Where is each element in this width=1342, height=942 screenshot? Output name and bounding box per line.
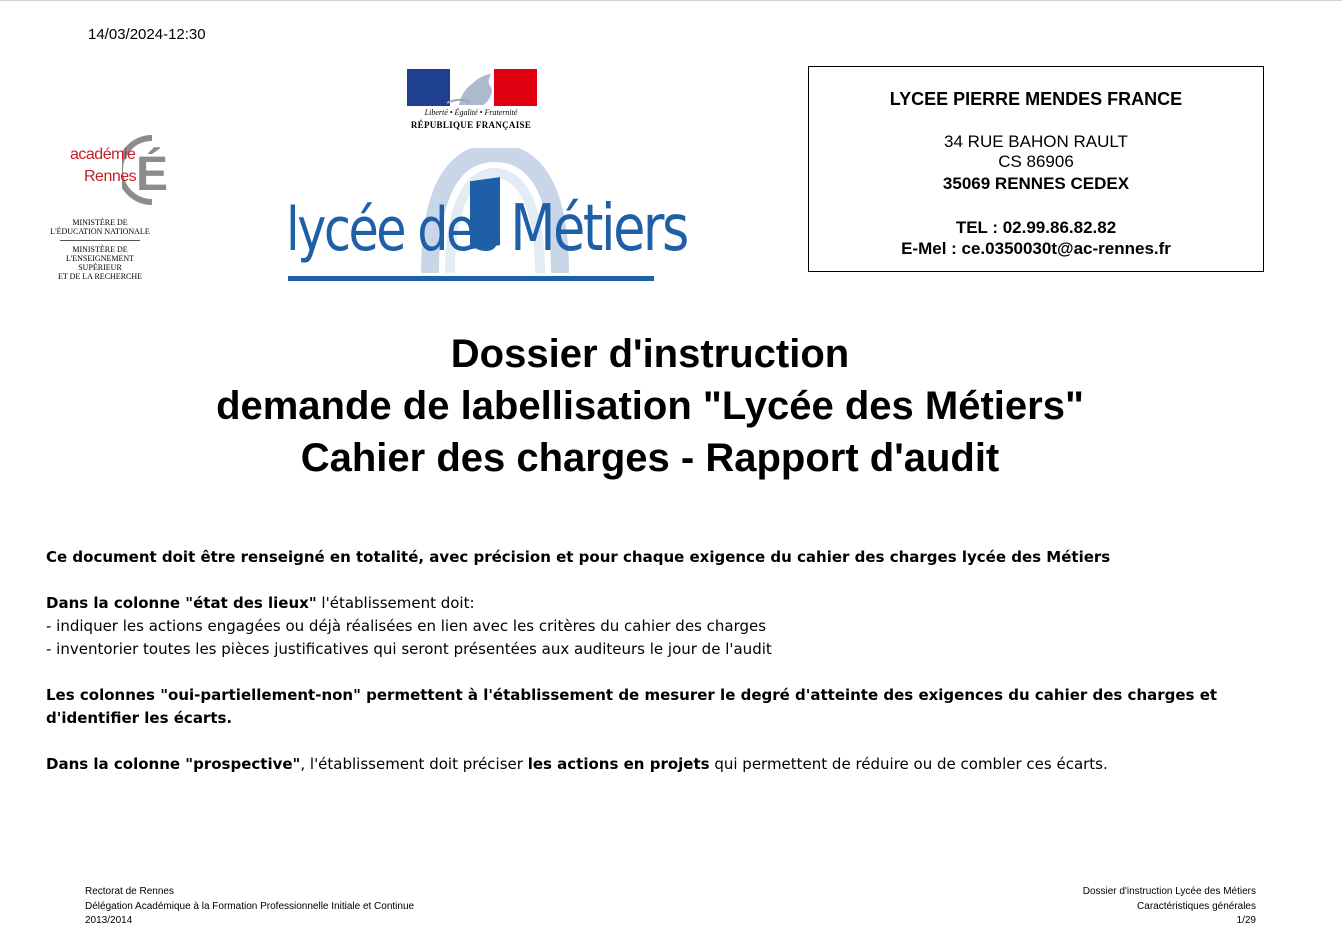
- top-border: [0, 0, 1342, 1]
- instructions: [46, 546, 1276, 776]
- instruction-paragraph-1: Ce document doit être renseigné en totalité, avec précision et pour chaque exigence du cahier des charges lycée des Métiers: [46, 548, 1111, 566]
- instruction-paragraph-3: Les colonnes "oui-partiellement-non" permettent à l'établissement de mesurer le degré d'atteinte des exigences du cahier des charges et d'identifier les écarts.: [46, 686, 1218, 727]
- school-cs: CS 86906: [998, 152, 1074, 171]
- school-email: E-Mel : ce.0350030t@ac-rennes.fr: [901, 239, 1171, 258]
- marianne-flag-icon: [407, 69, 537, 106]
- republique-motto: Liberté • Égalité • Fraternité: [424, 108, 518, 117]
- lycee-metiers-wordmark: lycée des Métiers: [286, 192, 687, 266]
- title-line-3: Cahier des charges - Rapport d'audit: [300, 436, 1000, 480]
- title-line-1: Dossier d'instruction: [450, 332, 850, 376]
- republique-francaise-logo: [405, 69, 537, 133]
- footer-right: Dossier d'instruction Lycée des Métiers Caractéristiques générales 1/29: [1083, 885, 1256, 929]
- ministere-divider: [60, 240, 140, 241]
- academie-word: académie: [70, 146, 136, 163]
- instruction-item: - indiquer les actions engagées ou déjà réalisées en lien avec les critères du cahier des charges: [46, 617, 767, 635]
- footer-left: Rectorat de Rennes Délégation Académique à la Formation Professionnelle Initiale et Continue 2013/2014: [85, 886, 415, 926]
- republique-name: RÉPUBLIQUE FRANÇAISE: [410, 120, 532, 130]
- school-city: 35069 RENNES CEDEX: [942, 174, 1130, 193]
- svg-text:É: É: [136, 148, 169, 201]
- school-phone: TEL : 02.99.86.82.82: [955, 218, 1117, 237]
- school-name: LYCEE PIERRE MENDES FRANCE: [889, 89, 1183, 109]
- document-title: [0, 328, 1300, 484]
- instruction-paragraph-2: Dans la colonne "état des lieux" l'établissement doit: - indiquer les actions engagées ou déjà réalisées en lien avec les critères du cahier des charges - inventorier toutes les pièces justificatives qui seront présentées aux auditeurs le jour de l'audit: [46, 594, 772, 658]
- title-line-2: demande de labellisation "Lycée des Métiers": [216, 384, 1084, 428]
- instruction-item: - inventorier toutes les pièces justificatives qui seront présentées aux auditeurs le jour de l'audit: [46, 640, 772, 658]
- school-street: 34 RUE BAHON RAULT: [944, 132, 1128, 151]
- ministere-caption: MINISTÈRE DE L'ÉDUCATION NATIONALE MINISTÈRE DE L'ENSEIGNEMENT SUPÉRIEUR ET DE LA RECHERCHE: [50, 218, 150, 281]
- rennes-word: Rennes: [84, 168, 137, 185]
- academie-rennes-logo: [50, 118, 180, 288]
- school-address-box: [808, 66, 1264, 272]
- instruction-paragraph-4: Dans la colonne "prospective", l'établissement doit préciser les actions en projets qui permettent de réduire ou de combler ces écarts.: [46, 755, 1108, 773]
- lycee-des-metiers-logo: [280, 148, 687, 288]
- page-number: 1/29: [1236, 915, 1256, 926]
- print-timestamp: 14/03/2024-12:30: [88, 26, 206, 43]
